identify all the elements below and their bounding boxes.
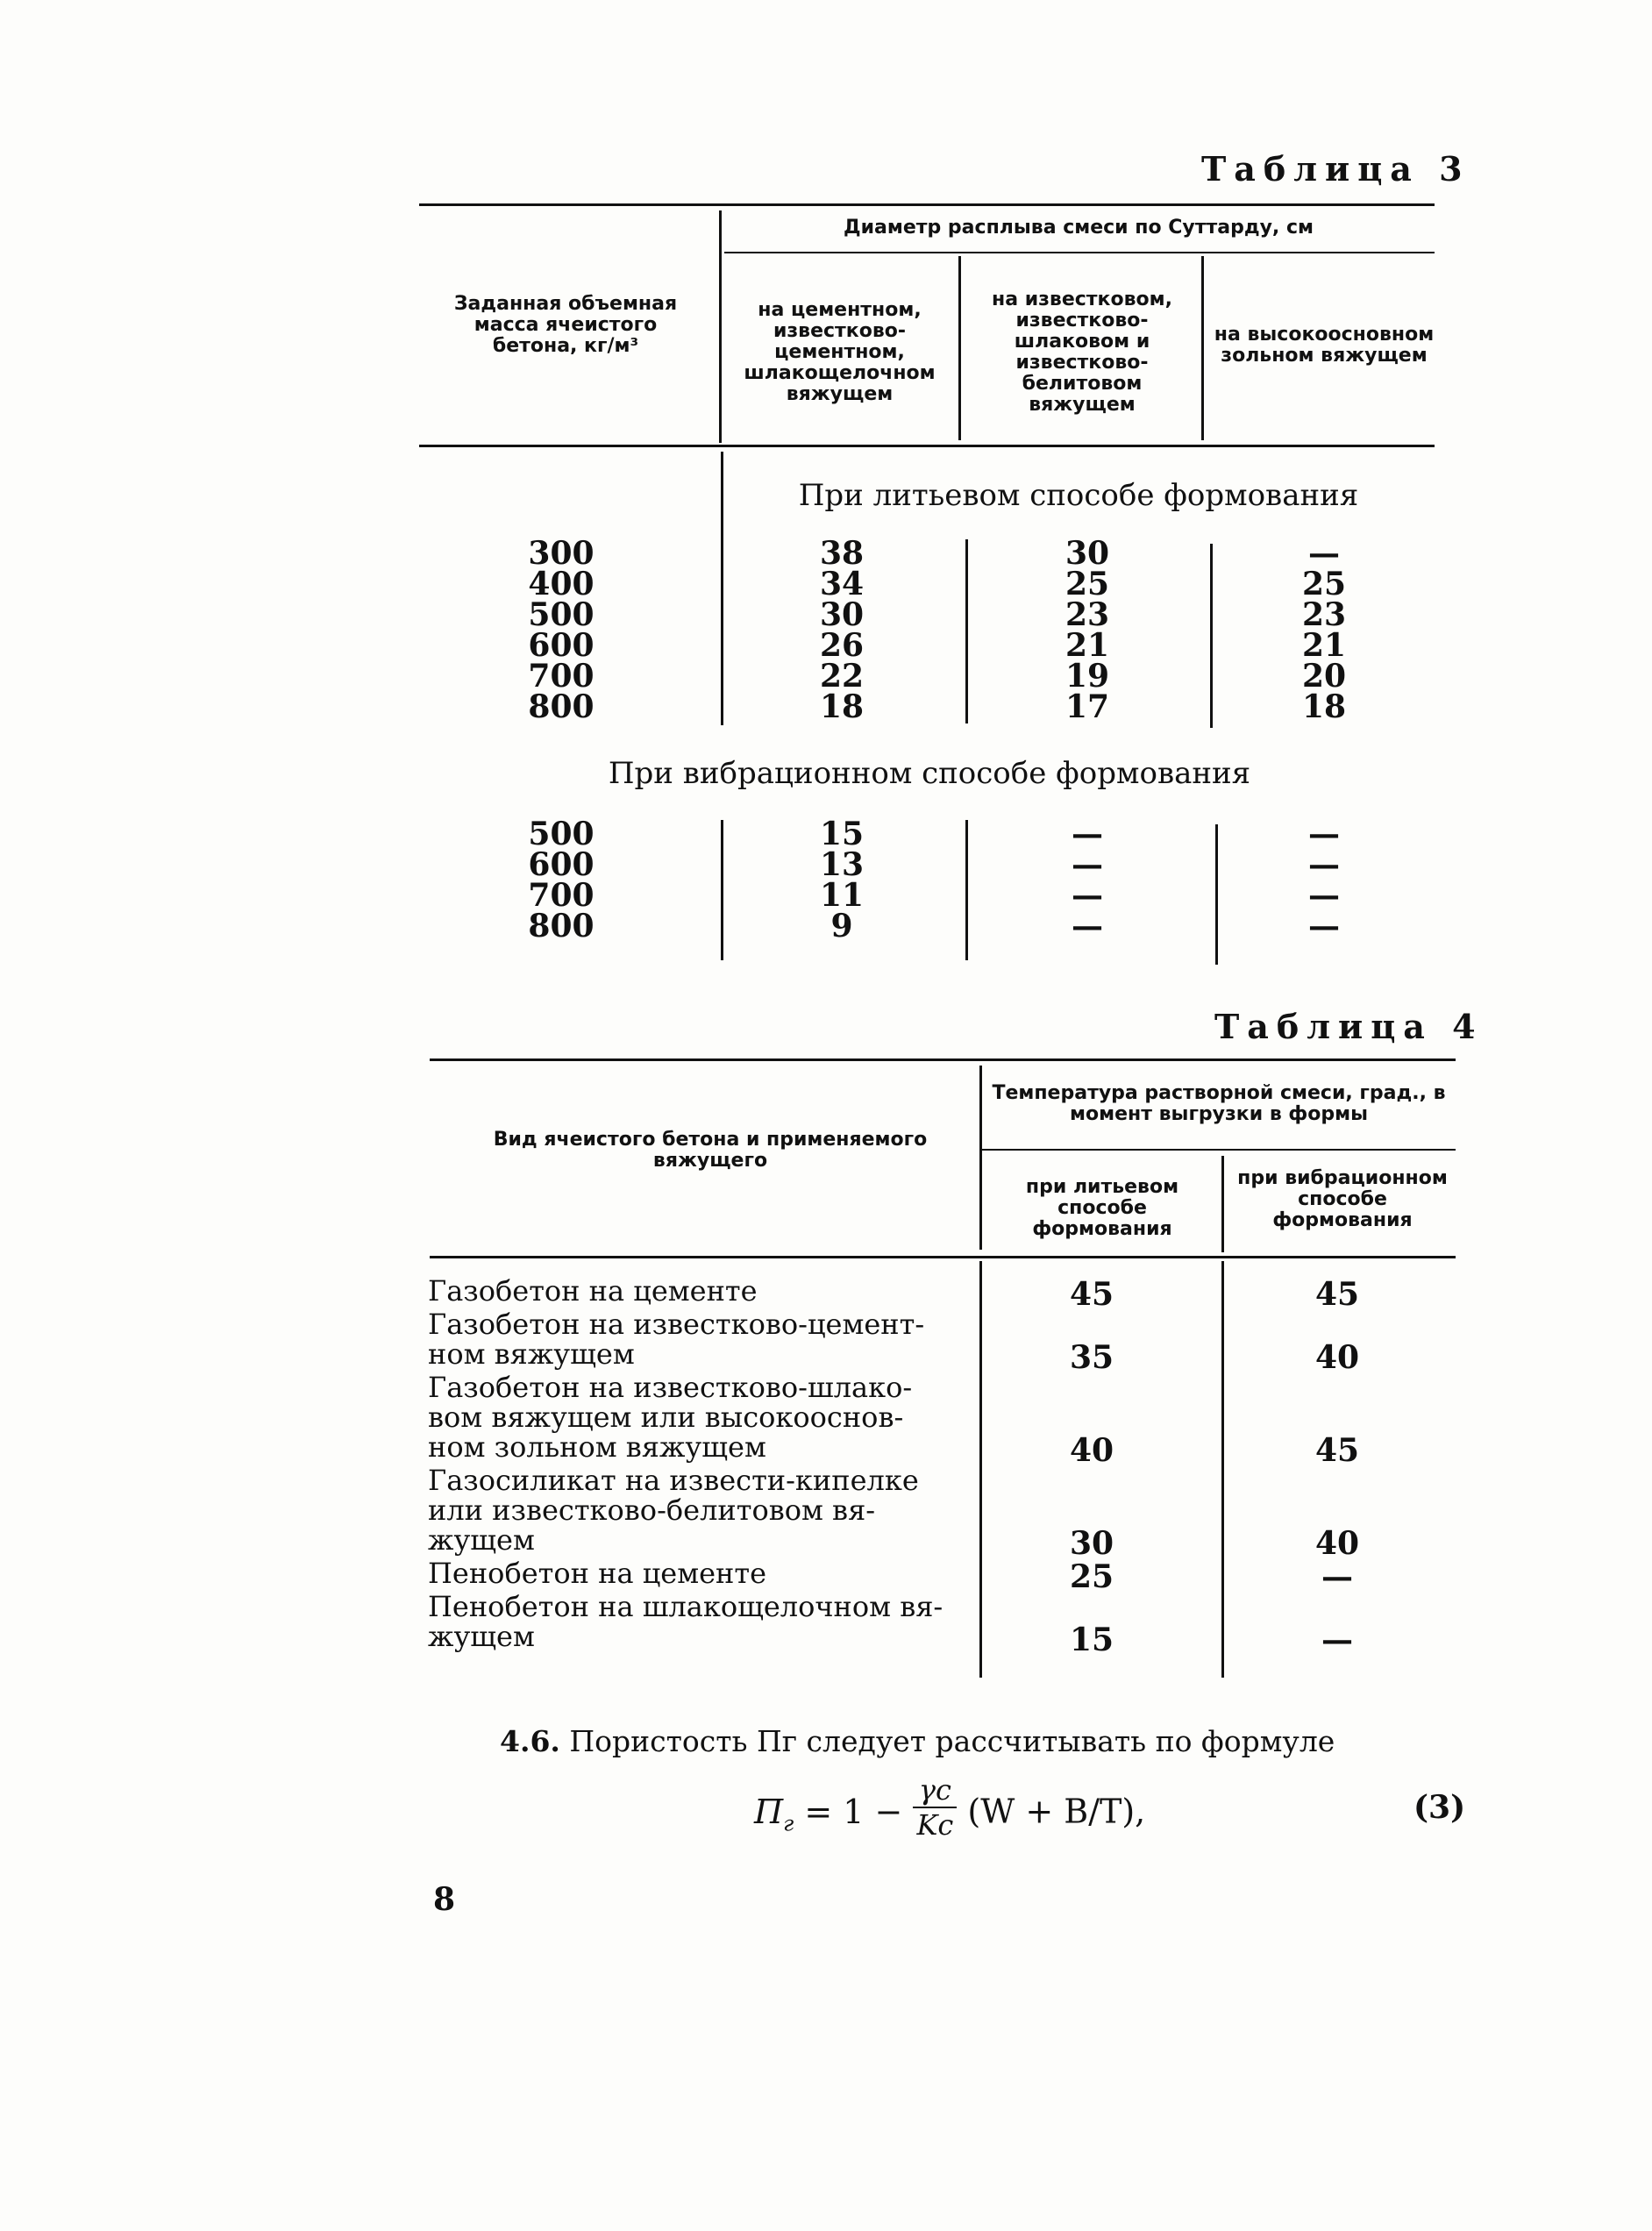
table4-header-divider (979, 1066, 982, 1250)
table3-col1-header: Заданная объемная масса ячеистого бетона, кг/м³ (453, 293, 678, 357)
paragraph-number: 4.6. (500, 1724, 560, 1758)
table3-cell: 18 (819, 688, 865, 725)
table3-cell: 300 (528, 535, 595, 572)
table4-row-label: Газобетон на цементе (428, 1274, 758, 1308)
table3-body-divider-2a (965, 539, 968, 723)
table3-cell: 500 (528, 596, 595, 633)
paragraph-text: Пористость Пг следует рассчитывать по формуле (569, 1724, 1335, 1758)
table3-cell: 700 (528, 658, 595, 695)
paragraph-4-6 (500, 1724, 1464, 1758)
table4-row-label: Пенобетон на шлакощелочном вя- жущем (428, 1590, 943, 1653)
fraction-numerator: γc (913, 1773, 957, 1808)
table4-row-label: Газобетон на известково-цемент- ном вяжущем (428, 1308, 925, 1371)
table3-cell: 23 (1065, 596, 1110, 633)
table3-subheader-2: на известковом, известково-шлаковом и известково-белитовом вяжущем (992, 289, 1172, 416)
table4-cell-cast: 15 (1069, 1622, 1114, 1658)
table3-cell: 34 (819, 566, 865, 602)
page-number: 8 (433, 1881, 456, 1918)
table4-header-bottom-rule (430, 1256, 1456, 1258)
table4-group-header: Температура растворной смеси, град., в момент выгрузки в формы (992, 1082, 1446, 1125)
formula-lhs: $П_г$ (754, 1792, 794, 1836)
table3-cell: 13 (819, 846, 865, 883)
table4-cell-vibration: — (1321, 1622, 1353, 1658)
table3-header-bottom-rule (419, 445, 1435, 447)
table4-body-divider-1 (979, 1261, 982, 1678)
formula-mid: = 1 − (804, 1792, 903, 1831)
table3-cell: — (1308, 877, 1340, 914)
table4-row-label: Пенобетон на цементе (428, 1557, 766, 1590)
table3-cell: — (1072, 846, 1103, 883)
table3-group-rule (724, 252, 1435, 253)
table3-body-divider-3a (1210, 544, 1213, 728)
table3-cell: — (1072, 877, 1103, 914)
table4-row-label: Газобетон на известково-шлако- вом вяжущем или высокооснов- ном зольном вяжущем (428, 1371, 913, 1464)
table3-cell: 700 (528, 877, 595, 914)
table4-cell-cast: 30 (1069, 1525, 1114, 1562)
table3-body-divider-1b (721, 820, 723, 960)
table3-title: Таблица 3 (1201, 149, 1470, 189)
table3-cell: — (1308, 908, 1340, 944)
formula-fraction (913, 1773, 957, 1842)
table4-cell-vibration: 40 (1314, 1525, 1360, 1562)
table3-group-header: Диаметр расплыва смеси по Суттарду, см (844, 217, 1314, 239)
table4-subheader-cast: при литьевом способе формования (1025, 1176, 1179, 1240)
table4-row-label: Газосиликат на извести-кипелке или известково-белитовом вя- жущем (428, 1464, 919, 1557)
table3-cell: 38 (819, 535, 865, 572)
table3-section-cast: При литьевом способе формования (798, 478, 1359, 513)
table3-cell: — (1072, 908, 1103, 944)
table3-header-divider (719, 210, 722, 443)
table4-subheader-vibration: при вибрационном способе формования (1237, 1167, 1448, 1231)
table4-body-divider-2 (1221, 1261, 1224, 1678)
table3-cell: 21 (1301, 627, 1347, 664)
table3-subheader-3: на высокоосновном зольном вяжущем (1214, 324, 1435, 367)
table3-cell: 600 (528, 627, 595, 664)
table4-group-rule (982, 1149, 1456, 1151)
table4-cell-vibration: 45 (1314, 1432, 1360, 1469)
table4-cell-vibration: — (1321, 1558, 1353, 1595)
table3-cell: 800 (528, 688, 595, 725)
table4-title: Таблица 4 (1214, 1007, 1484, 1046)
table3-sub-divider-2 (1201, 256, 1204, 440)
table4-cell-cast: 45 (1069, 1276, 1114, 1313)
formula-3 (754, 1773, 1146, 1877)
table4-sub-divider (1221, 1156, 1224, 1252)
table3-cell: 11 (819, 877, 865, 914)
table3-cell: 600 (528, 846, 595, 883)
table3-cell: 25 (1301, 566, 1347, 602)
table3-cell: 17 (1065, 688, 1110, 725)
table3-cell: — (1308, 535, 1340, 572)
table3-cell: 30 (819, 596, 865, 633)
formula-number: (3) (1413, 1789, 1466, 1826)
table3-body-divider-2b (965, 820, 968, 960)
table3-cell: 19 (1065, 658, 1110, 695)
fraction-denominator: Kc (916, 1808, 954, 1842)
table3-cell: 500 (528, 816, 595, 852)
table4-cell-cast: 35 (1069, 1339, 1114, 1376)
table4-cell-vibration: 40 (1314, 1339, 1360, 1376)
table4-cell-vibration: 45 (1314, 1276, 1360, 1313)
table3-section-vibration: При вибрационном способе формования (608, 756, 1251, 791)
table3-body-divider-3b (1215, 824, 1218, 965)
formula-lhs-sub: г (783, 1811, 794, 1836)
table3-body-divider-1a (721, 452, 723, 725)
table4-top-rule (430, 1058, 1456, 1061)
table4-col1-header: Вид ячеистого бетона и применяемого вяжущего (493, 1129, 928, 1172)
table3-subheader-1: на цементном, известково-цементном, шлакощелочном вяжущем (744, 299, 936, 405)
table3-sub-divider-1 (958, 256, 961, 440)
table3-cell: 9 (830, 908, 853, 944)
table3-cell: — (1308, 816, 1340, 852)
table3-cell: 20 (1301, 658, 1347, 695)
table3-cell: 15 (819, 816, 865, 852)
table4-cell-cast: 25 (1069, 1558, 1114, 1595)
table3-cell: 21 (1065, 627, 1110, 664)
table3-cell: 25 (1065, 566, 1110, 602)
table3-cell: 30 (1065, 535, 1110, 572)
table3-cell: 22 (819, 658, 865, 695)
formula-rhs: (W + B/T), (967, 1792, 1146, 1831)
table4-cell-cast: 40 (1069, 1432, 1114, 1469)
table3-cell: — (1072, 816, 1103, 852)
table3-cell: 18 (1301, 688, 1347, 725)
table3-cell: 400 (528, 566, 595, 602)
table3-cell: 23 (1301, 596, 1347, 633)
table3-top-rule (419, 203, 1435, 206)
table3-cell: — (1308, 846, 1340, 883)
table3-cell: 26 (819, 627, 865, 664)
table3-cell: 800 (528, 908, 595, 944)
